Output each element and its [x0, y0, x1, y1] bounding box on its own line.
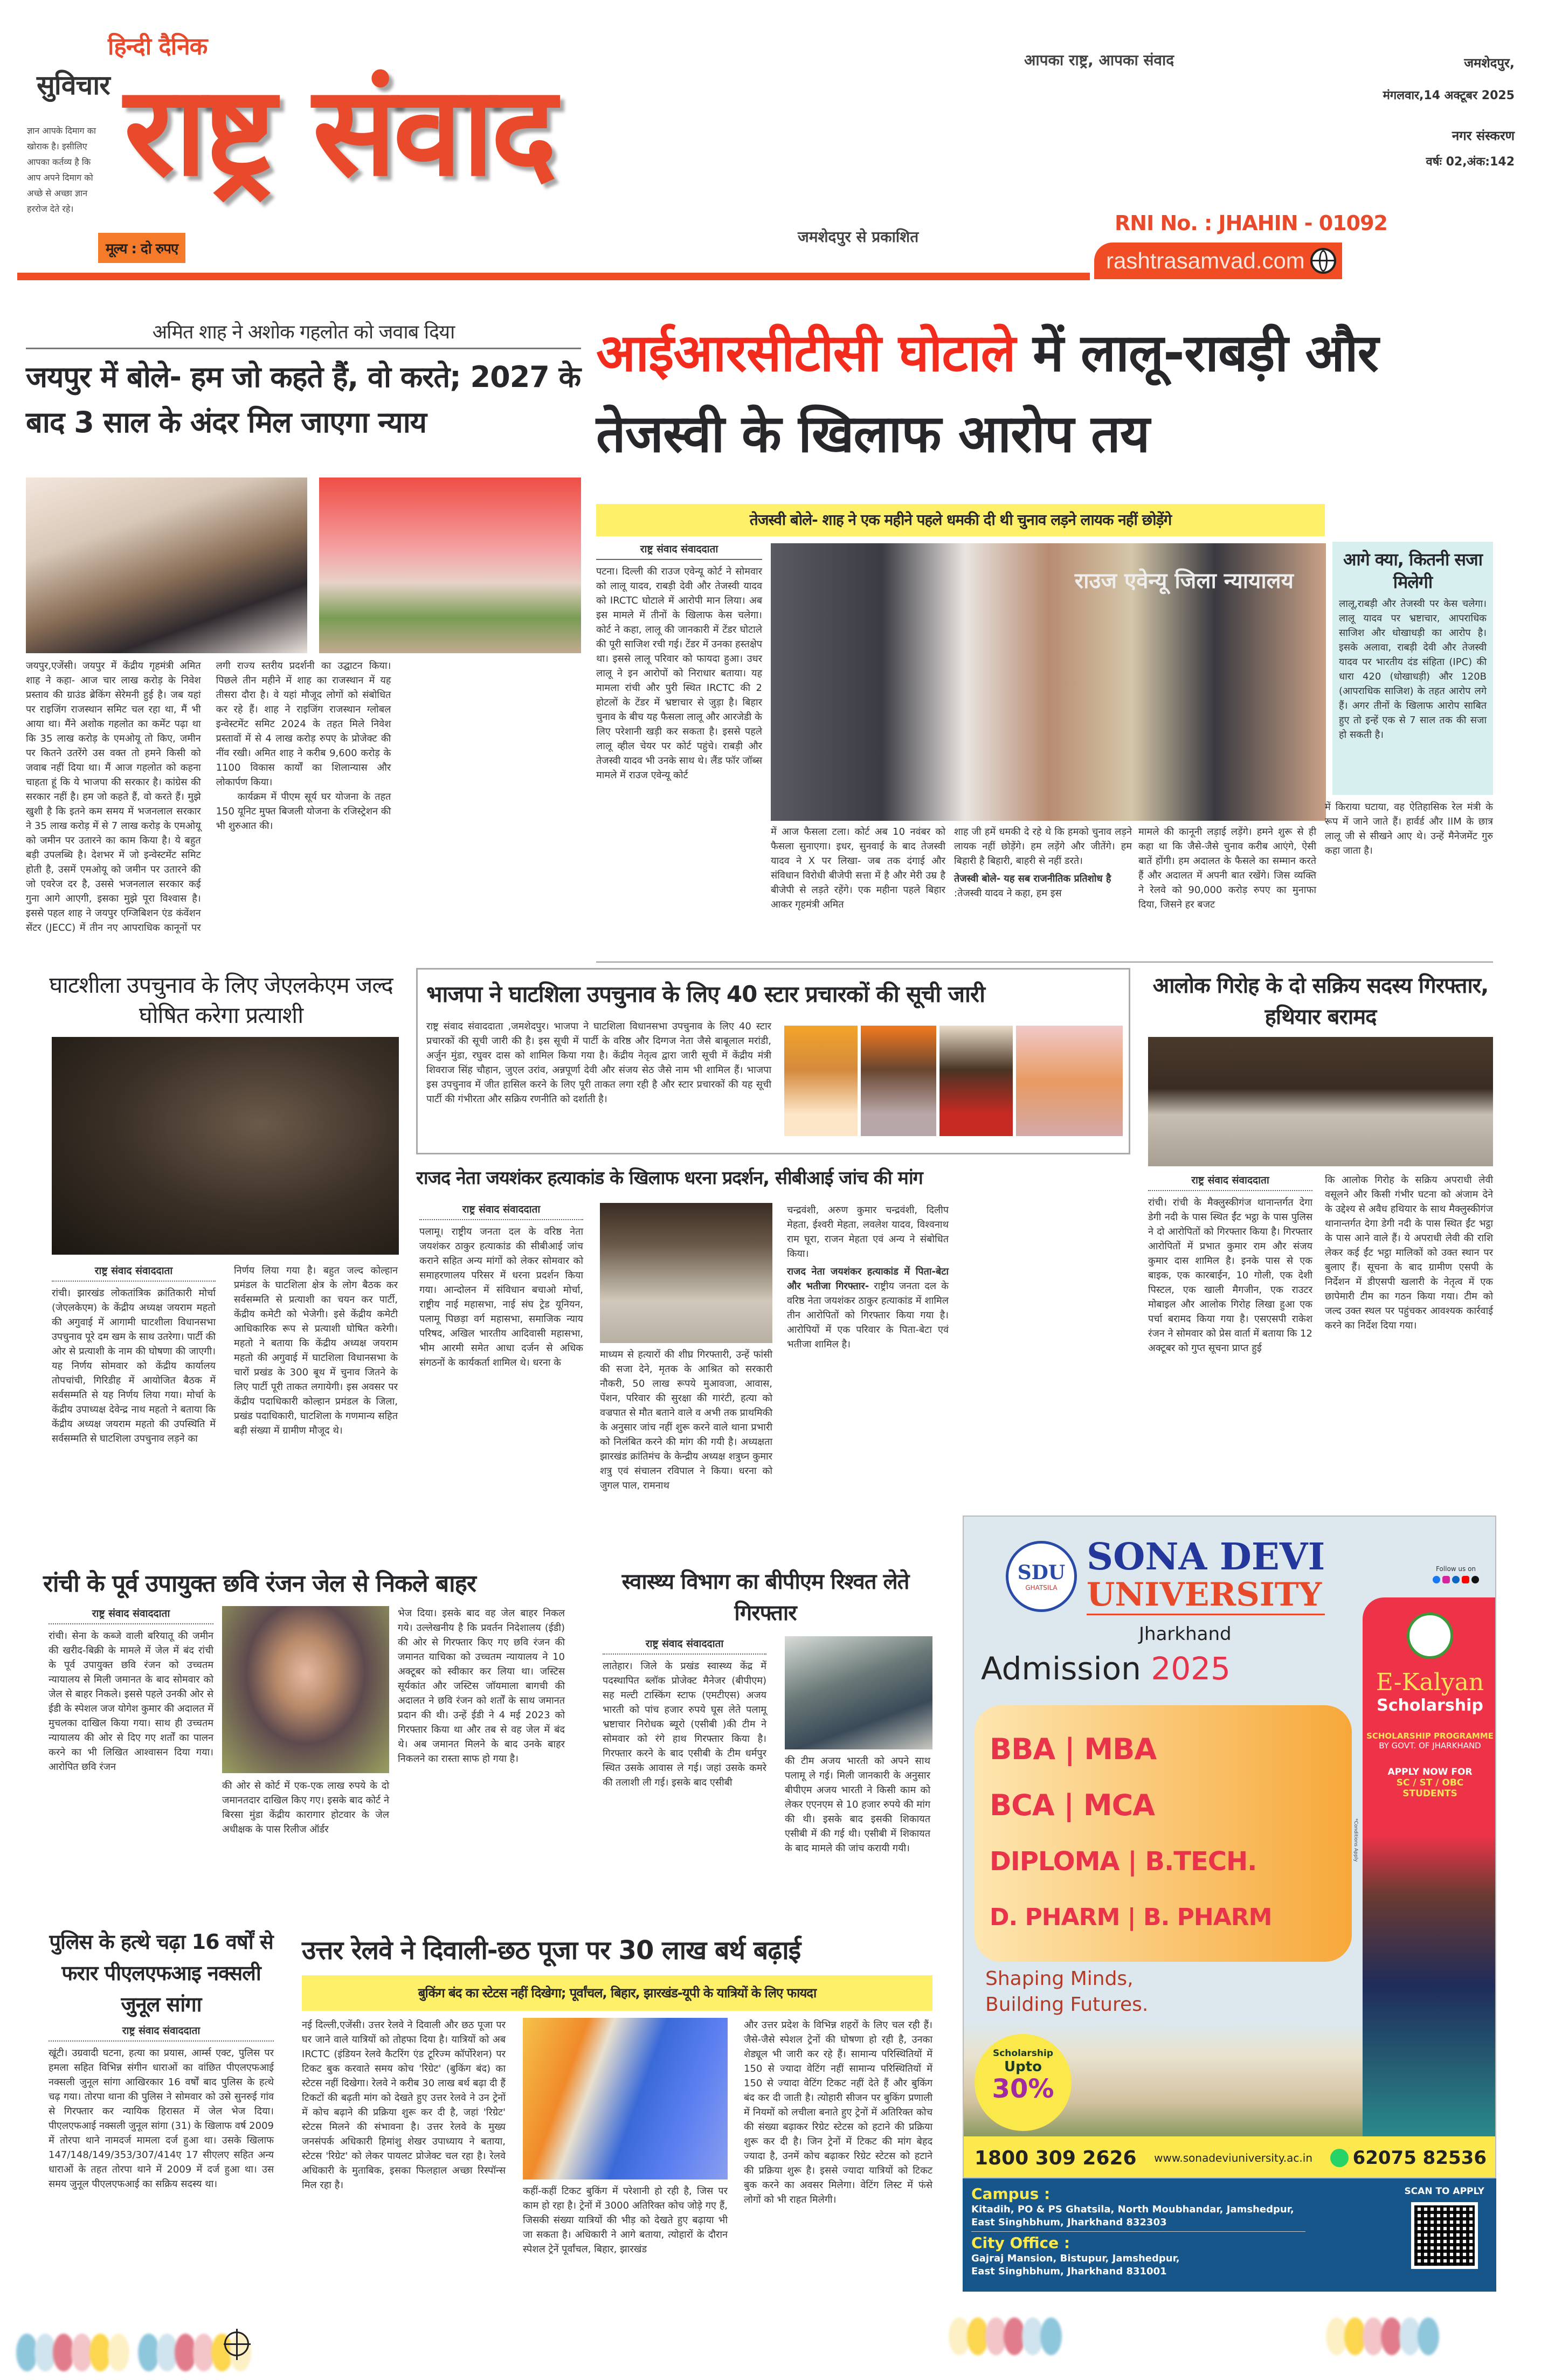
irctc-headline [596, 313, 1493, 474]
course-item: DIPLOMA | B.TECH. [990, 1846, 1257, 1877]
sanga-headline: पुलिस के हत्थे चढ़ा 16 वर्षों से फरार पीएलएफआइ नक्सली जुनूल सांगा [49, 1930, 273, 2016]
dateline [1337, 54, 1515, 169]
headline-red: आईआरसीटीसी घोटाले [596, 323, 1015, 383]
rjd-press-photo [600, 1203, 772, 1343]
story-shah [26, 318, 581, 445]
rail-col2: कहीं-कहीं टिकट बुकिंग में परेशानी हो रही है, जिस पर काम हो रहा है। ट्रेनों में 3000 अतिरिक्त कोच जोड़े गए हैं, जिसकी संख्या यात्रियों की भीड़ को देखते हुए बढ़ाया भी जा सकता है। अधिकारी ने आगे बताया, त्योहारों के दौरान स्पेशल ट्रेनें पूर्वांचल, बिहार, झारखंड [523, 2185, 728, 2255]
alok-col1: राष्ट्र संवाद संवाददाता रांची। रांची के मैक्लुस्कीगंज थानान्तर्गत देगा डेगी नदी के पास स्थित ईंट भट्ठा के पास पुलिस ने दो आरोपितों को गिरफ्तार किया है। गिरफ्तार आरोपितों में प्रभात कुमार राम और संजय कुमार दास शामिल है। इनके पास से एक बाइक, एक कारबाईन, 10 गोली, एक देशी पिस्टल, एक खाली मैगजीन, एक राउटर मोबाइल और आलोक गिरोह लिखा हुआ एक पर्चा बरामद किया गया है। एसएसपी राकेश रंजन ने सोमवार को प्रेस वार्ता में बताया कि 12 अक्टूबर को गुप्त सूचना प्राप्त हुई [1148, 1173, 1312, 1355]
sidebar-box [1332, 542, 1493, 795]
bjp-box [416, 968, 1130, 1154]
irctc-col1 [596, 542, 762, 783]
edition: नगर संस्करण [1452, 128, 1515, 143]
linkedin-icon[interactable] [1452, 1576, 1460, 1583]
state: Jharkhand [1139, 1623, 1232, 1645]
hindi-dainik: हिन्दी दैनिक [108, 33, 208, 60]
shah-photo-2 [319, 478, 581, 653]
newspaper-logo: राष्ट्र संवाद [124, 60, 554, 204]
irctc-col4: मामले की कानूनी लड़ाई लड़ेंगे। हमने शुरू से ही कहा था कि जैसे-जैसे चुनाव करीब आएंगे, ऐसी बातें होंगी। हम अदालत के फैसले का सम्मान करते हैं और अदालत में अपनी बात रखेंगे। जिस व्यक्ति ने रेलवे को 90,000 करोड़ रुपए का मुनाफा दिया, जिसने हर बजट [1138, 826, 1316, 910]
city-label: City Office : [971, 2234, 1070, 2252]
alok-headline: आलोक गिरोह के दो सक्रिय सदस्य गिरफ्तार, हथियार बरामद [1152, 973, 1489, 1029]
subhead-inline: तेजस्वी बोले- यह सब राजनीतिक प्रतिशोध है [954, 873, 1111, 884]
bpm-col1: राष्ट्र संवाद संवाददाता लातेहार। जिले के प्रखंड स्वास्थ्य केंद्र में पदस्थापित ब्लॉक प्रोजेक्ट मैनेजर (बीपीएम) सह मल्टी टास्किंग स्टाफ (एमटीएस) अजय भारती को पांच हजार रुपये घूस लेते पलामू भ्रष्टाचार निरोधक ब्यूरो (एसीबी )की टीम ने सोमवार को रंगे हाथ गिरफ्तार किया है। गिरफ्तार करने के बाद एसीबी के टीम धर्मपुर स्थित उसके आवास ले गई। जहां उसके कमरे की तलाशी ली गई। इसके बाद एसीबी [603, 1636, 766, 1790]
rjd-headline: राजद नेता जयशंकर हत्याकांड के खिलाफ धरना प्रदर्शन, सीबीआई जांच की मांग [416, 1167, 923, 1189]
ekalyan-panel: E-Kalyan Scholarship SCHOLARSHIP PROGRAMME BY GOVT. OF JHARKHAND APPLY NOW FOR SC / ST / OBC STUDENTS [1363, 1597, 1496, 2136]
whatsapp-icon [1330, 2149, 1349, 2167]
suvichar-title: सुविचार [37, 70, 110, 101]
court-sign: राउज एवेन्यू जिला न्यायालय [1074, 569, 1294, 593]
crosshair-registration-icon [224, 2331, 249, 2356]
rail-col3: और उत्तर प्रदेश के विभिन्न शहरों के लिए चल रही हैं। जैसे-जैसे स्पेशल ट्रेनों की घोषणा हो रही है, उनका शेड्यूल भी जारी कर रहे हैं। सामान्य परिस्थितियों में 150 से ज्यादा वेटिंग नहीं सामान्य परिस्थितियों में 150 से ज्यादा वेटिंग टिकट नहीं देते हैं और बुकिंग बंद कर दी जाती है। त्योहारी सीजन पर बुकिंग प्रणाली में नियमों को लचीला बनाते हुए ट्रेनों में अतिरिक्त कोच की संख्या बढ़ाकर रिग्रेट स्टेटस को हटाने की प्रक्रिया शुरू कर दी है। जिन ट्रेनों में टिकट की मांग बेहद ज्यादा है, उनमें कोच बढ़ाकर रिग्रेट स्टेटस को हटाने की प्रक्रिया शुरू है। इससे ज्यादा यात्रियों को टिकट बुक करने का अवसर मिलेगा। वेटिंग लिस्ट में फंसे लोगों को भी राहत मिलेगी। [744, 2019, 932, 2205]
kicker: अमित शाह ने अशोक गहलोत को जवाब दिया [26, 318, 581, 349]
headline-black: में लालू-राबड़ी और तेजस्वी के खिलाफ आरोप तय [596, 323, 1378, 464]
facebook-icon[interactable] [1433, 1576, 1440, 1583]
city: जमशेदपुर, [1464, 56, 1515, 71]
alok-col2: कि आलोक गिरोह के सक्रिय अपराधी लेवी वसूलने और किसी गंभीर घटना को अंजाम देने के उद्देश्य से अवैध हथियार के साथ मैक्लुस्कीगंज थानान्तर्गत देगा डेगी नदी के पास स्थित ईंट भट्ठा के पास आने वाले हैं। ये अपराधी लेवी की राशि लेकर कई ईंट भट्ठा मालिकों को उक्त स्थान पर बुलाए हैं। सूचना के बाद ग्रामीण एसपी के निर्देशन में डीएसपी खलारी के नेतृत्व में एक छापेमारी टीम का गठन किया गया। टीम को जल्द उक्त स्थल पर पहुंचकर आवश्यक कार्रवाई करने का निर्देश दिया गया। [1325, 1174, 1493, 1331]
headline: जयपुर में बोले- हम जो कहते हैं, वो करते; 2027 के बाद 3 साल के अंदर मिल जाएगा न्याय [26, 360, 581, 439]
irctc-body: पटना। दिल्ली की राउज एवेन्यू कोर्ट ने सोमवार को लालू यादव, राबड़ी देवी और तेजस्वी यादव को IRCTC घोटाले में आरोपी मान लिया। अब इस मामले में तीनों के खिलाफ केस चलेगा। कोर्ट ने कहा, लालू की जानकारी में टेंडर घोटाले की पूरी साजिश रची गई। टेंडर में उनका हस्तक्षेप था। इससे लालू परिवार को फायदा हुआ। उधर लालू ने इन आरोपों को निराधार बताया। यह मामला रांची और पुरी स्थित IRCTC की 2 होटलों के टेंडर में भ्रष्टाचार से जुड़ा है। बिहार चुनाव के बीच यह फैसला लालू और आरजेडी के लिए परेशानी खड़ी कर सकता है। इससे पहले लालू व्हील चेयर पर कोर्ट पहुंचे। राबड़ी और तेजस्वी यादव भी उनके साथ थे। लैंड फॉर जॉब्स मामले में राउज एवेन्यू कोर्ट [596, 566, 762, 781]
globe-icon [1310, 248, 1336, 274]
admission-title: Admission 2025 [981, 1650, 1231, 1687]
jlkm-col2: निर्णय लिया गया है। बहुत जल्द कोल्हान प्रमंडल के घाटशिला क्षेत्र के लोग बैठक कर सर्वसम्मति से प्रत्याशी का चयन कर पार्टी, केंद्रीय कमेटी को भेजेगी। इसे केंद्रीय कमेटी आधिकारिक रूप से प्रत्याशी घोषित करेगी। महतो ने बताया कि केंद्रीय अध्यक्ष जयराम महतो की अगुवाई में घाटशिला विधानसभा के चारों प्रखंड के 300 बूथ में चुनाव जितने के लिए पार्टी पूरी ताकत लगायेगी। इस अवसर पर केंद्रीय पदाधिकारी कोल्हान प्रमंडल के जिला, प्रखंड पदाधिकारी, घाटशिला के गणमान्य सहित बड़ी संख्या में ग्रामीण मौजूद थे। [234, 1265, 398, 1436]
scholarship-badge: Scholarship Upto 30% [975, 2034, 1072, 2131]
contact-bar [964, 2136, 1496, 2178]
course-item: D. PHARM | B. PHARM [990, 1904, 1272, 1931]
shah-photo-1 [26, 478, 307, 653]
irctc-col3: शाह जी हमें धमकी दे रहे थे कि हमको चुनाव लड़ने लायक नहीं छोड़ेंगे। हम लड़ेंगे और जीतेंगे। हम बिहारी है बिहारी, बाहरी से नहीं डरते। तेजस्वी बोले- यह सब राजनीतिक प्रतिशोध है :तेजस्वी यादव ने कहा, हम इस [954, 826, 1132, 899]
chhavi-col1: राष्ट्र संवाद संवाददाता रांची। सेना के कब्जे वाली बरियातू की जमीन की खरीद-बिक्री के मामले में जेल में बंद रांची के पूर्व उपायुक्त छवि रंजन को उच्चतम न्यायालय से मिली जमानत के बाद सोमवार को जेल से बाहर निकले। इससे पहले उनकी ओर से ईडी के स्पेशल जज योगेश कुमार की अदालत में मुचलका दाखिल किया गया। साथ ही उच्चतम न्यायालय की ओर से दिए गए शर्तों का पालन करने का भी लिखित आश्वासन दिया गया। आरोपित छवि रंजन [49, 1606, 213, 1774]
masthead-rule [17, 273, 1090, 280]
instagram-icon[interactable] [1442, 1576, 1450, 1583]
course-item: BBA | MBA [990, 1732, 1157, 1766]
website-banner[interactable] [1094, 243, 1342, 279]
section-rule [596, 961, 1493, 963]
x-icon[interactable] [1471, 1576, 1479, 1583]
youtube-icon[interactable] [1462, 1576, 1469, 1583]
rail-col1: नई दिल्ली,एजेंसी। उत्तर रेलवे ने दिवाली और छठ पूजा पर घर जाने वाले यात्रियों को तोहफा दिया है। यात्रियों को अब IRCTC (इंडियन रेलवे कैटरिंग एंड टूरिज्म कॉर्पोरेशन) पर टिकट बुक करवाते समय कोच 'रिग्रेट' (बुकिंग बंद) का स्टेटस नहीं दिखेगा। रेलवे ने करीब 30 लाख बर्थ बढ़ा दी हैं टिकटों की बढ़ती मांग को देखते हुए उत्तर रेलवे ने उन ट्रेनों में कोच बढ़ाने की प्रक्रिया शुरू कर दी है, जहां 'रिग्रेट' स्टेटस मिलने की संभावना है। उत्तर रेलवे के मुख्य जनसंपर्क अधिकारी हिमांशु शेखर उपाध्याय ने बताया, स्टेटस 'रिग्रेट' को लेकर पायलट प्रोजेक्ट चल रहा है। रेलवे अधिकारी के मुताबिक, इसका फिलहाल अच्छा रिस्पॉन्स मिल रहा है। [302, 2019, 506, 2191]
rjd-col3: चन्द्रवंशी, अरुण कुमार चन्द्रवंशी, दिलीप मेहता, ईश्वरी मेहता, लवलेश यादव, विश्वनाथ राम घूरा, राजन मेहता एवं अन्य ने संबोधित किया। राजद नेता जयशंकर हत्याकांड में पिता-बेटा और भतीजा गिरफ्तार- राष्ट्रीय जनता दल के वरिष्ठ नेता जयशंकर ठाकुर हत्याकांड में शामिल तीन आरोपितों को गिरफ्तार किया गया है। आरोपियों में एक परिवार के पिता-बेटा एवं भतीजा शामिल है। [787, 1205, 949, 1350]
city-address-2: East Singhbhum, Jharkhand 831001 [971, 2266, 1167, 2277]
rjd-col1: राष्ट्र संवाद संवाददाता पलामू। राष्ट्रीय जनता दल के वरिष्ठ नेता जयशंकर ठाकुर हत्याकांड की सीबीआई जांच कराने सहित अन्य मांगों को लेकर सोमवार को समाहरणालय परिसर में धरना प्रदर्शन किया गया। आन्दोलन में संविधान बचाओ मोर्चा, राष्ट्रीय नाई महासभा, नाई संघ ट्रेड यूनियन, पलामू पिछड़ा वर्ग महासभा, समाजिक न्याय परिषद, अखिल भारतीय आदिवासी महासभा, भीम आरमी समेत आधा दर्जन से अधिक संगठनों के कार्यकर्ता शामिल थे। धरना के [419, 1202, 583, 1370]
sidebar-body: लालू,राबड़ी और तेजस्वी पर केस चलेगा। लालू यादव पर भ्रष्टाचार, आपराधिक साजिश और धोखाधड़ी का आरोप है। इसके अलावा, राबड़ी देवी और तेजस्वी यादव पर भारतीय दंड संहिता (IPC) की धारा 420 (धोखाधड़ी) और 120B (आपराधिक साजिश) के तहत आरोप लगे हैं। अगर तीनों के खिलाफ आरोप साबित हुए तो इन्हें एक से 7 साल तक की सजा हो सकती है। [1339, 598, 1487, 741]
price-badge: मूल्य : दो रुपए [98, 233, 185, 263]
jlkm-meeting-photo [52, 1037, 399, 1255]
jlkm-col1: राष्ट्र संवाद संवाददाता रांची। झारखंड लोकतांत्रिक क्रांतिकारी मोर्चा (जेएलकेएम) के केंद्रीय अध्यक्ष जयराम महतो की अगुवाई में आगामी घाटशीला विधानसभा उपचुनाव पूरे दम खम के साथ उतरेगा। पार्टी की ओर से प्रत्याशी के नाम की घोषणा की जाएगी। यह निर्णय सोमवार को केंद्रीय कार्यालय तोपचांची, गिरिडीह में आयोजित बैठक में सर्वसम्मति से यह निर्णय लिया गया। मोर्चा के केंद्रीय उपाध्यक्ष देवेन्द्र नाथ महतो ने बताया कि केंद्रीय अध्यक्ष जयराम महतो की उपस्थिति में सर्वसम्मति से घाटशिला उपचुनाव लड़ने का [52, 1263, 216, 1446]
suvichar-text: ज्ञान आपके दिमाग का खोराक है। इसीलिए आपका कर्तव्य है कि आप अपने दिमाग को अच्छे से अच्छा ज्ञान हररोज देते रहे। [27, 126, 96, 214]
students-photo [1363, 1835, 1496, 2136]
rni-number: RNI No. : JHAHIN - 01092 [1115, 211, 1387, 235]
irctc-subhead: तेजस्वी बोले- शाह ने एक महीने पहले धमकी दी थी चुनाव लड़ने लायक नहीं छोड़ेंगे [596, 504, 1325, 536]
sona-devi-ad[interactable] [963, 1516, 1496, 2178]
follow-us: Follow us on [1433, 1565, 1479, 1583]
byline: राष्ट्र संवाद संवाददाता [596, 542, 762, 560]
color-registration-marks [949, 2317, 1059, 2355]
conditions-apply: *Conditions Apply [1353, 1818, 1358, 1862]
bpm-headline: स्वास्थ्य विभाग का बीपीएम रिश्वत लेते गिरफ्तार [621, 1569, 909, 1625]
irctc-col5: में किराया घटाया, वह ऐतिहासिक रेल मंत्री के रूप में जाने जाते हैं। हार्वर्ड और IIM के छात्र लालू जी से सीखने आए थे। उन्हें मैनेजमेंट गुरु कहा जाता है। [1325, 801, 1493, 856]
ad-address [963, 2178, 1496, 2292]
leader-photo-4 [1016, 1026, 1123, 1136]
police-press-photo [1148, 1037, 1493, 1166]
qr-code[interactable] [1411, 2202, 1478, 2269]
sdu-seal: SDU GHATSILA [1006, 1541, 1077, 1612]
rail-headline: उत्तर रेलवे ने दिवाली-छठ पूजा पर 30 लाख बर्थ बढ़ाई [302, 1935, 801, 1966]
campus-address-2: East Singhbhum, Jharkhand 832303 [971, 2216, 1305, 2232]
jharkhand-emblem [1407, 1613, 1453, 1659]
city-address-1: Gajraj Mansion, Bistupur, Jamshedpur, [971, 2253, 1180, 2264]
chhavi-headline: रांची के पूर्व उपायुक्त छवि रंजन जेल से निकले बाहर [43, 1570, 476, 1597]
bjp-headline: भाजपा ने घाटशिला उपचुनाव के लिए 40 स्टार प्रचारकों की सूची जारी [426, 981, 985, 1007]
irctc-col2: में आज फैसला टला। कोर्ट अब 10 नवंबर को फैसला सुनाएगा। इधर, सुनवाई के बाद तेजस्वी यादव ने X पर लिखा- जब तक दंगाई और संविधान विरोधी बीजेपी सत्ता में है और मेरी उम्र है बीजेपी से लड़ते रहेंगे। एक महीना पहले बिहार आकर गृहमंत्री अमित [771, 826, 945, 910]
tagline: आपका राष्ट्र, आपका संवाद [1024, 51, 1174, 69]
courses-box [975, 1705, 1352, 1962]
leader-photo-3 [939, 1026, 1013, 1136]
leader-photo-1 [784, 1026, 858, 1136]
shah-body: जयपुर,एजेंसी। जयपुर में केंद्रीय गृहमंत्री अमित शाह ने कहा- आज चार लाख करोड़ के निवेश प्रस्ताव की ग्राउंड ब्रेकिंग सेरेमनी हुई है। जब यहां पर राइजिंग राजस्थान समिट चल रहा था, मैं भी आया था। मैंने अशोक गहलोत का कमेंट पढ़ा था कि 35 लाख करोड़ के एमओयू तो किए, जमीन पर कितने उतरेंगे उस वक्त तो हमने किसी को जवाब नहीं दिया था। मैं आज गहलोत को कहना चाहता हूं कि ये भाजपा की सरकार है। कांग्रेस की सरकार नहीं है। हम जो कहते हैं, वो करते हैं। मुझे खुशी है कि इतने कम समय में भजनलाल सरकार ने 35 लाख करोड़ में से 7 लाख करोड़ के एमओयू को जमीन पर उतारने का काम किया है। ये बहुत बड़ी उपलब्धि है। देशभर में जो इन्वेस्टमेंट समिट होती है, उसमें एमओयू को जमीन पर उतारने की जो एवरेज दर है, उससे भजनलाल सरकार कई गुना आगे आएगी, इसका मुझे पूरा विश्वास है।इससे पहल शाह ने जयपुर एग्जिबिशन एंड कंवेंशन सेंटर (JECC) में तीन नए आपराधिक कानूनों पर लगी राज्य स्तरीय प्रदर्शनी का उद्घाटन किया। पिछले तीन महीने में शाह का राजस्थान में यह तीसरा दौरा है। वे यहां मौजूद लोगों को संबोधित कर रहे हैं। शाह ने राइजिंग राजस्थान ग्लोबल इन्वेस्टमेंट समिट 2024 के तहत मिले निवेश प्रस्तावों में से 4 लाख करोड़ रुपए के प्रोजेक्ट की नींव रखी। अमित शाह ने करीब 9,600 करोड़ के 1100 विकास कार्यों का शिलान्यास और लोकार्पण किया। कार्यक्रम में पीएम सूर्य घर योजना के तहत 150 यूनिट मुफ्त बिजली योजना के रजिस्ट्रेशन की भी शुरुआत की। [26, 660, 391, 933]
bpm-arrest-photo [785, 1636, 932, 1749]
chhavi-ranjan-photo [222, 1606, 389, 1773]
chhavi-col3: भेज दिया। इसके बाद वह जेल बाहर निकल गये। उल्लेखनीय है कि प्रवर्तन निदेशालय (ईडी) की ओर से गिरफ्तार किए गए छवि रंजन की जमानत याचिका को उच्चतम न्यायालय ने 10 अक्टूबर को स्वीकार कर लिया था। जस्टिस सूर्यकांत और जस्टिस जॉयमाला बागची की अदालत ने छवि रंजन को शर्तों के साथ जमानत प्रदान की थी। उन्हें ईडी ने 4 मई 2023 को गिरफ्तार किया था और तब से वह जेल में बंद थे। अब जमानत मिलने के बाद उनके बाहर निकलने का रास्ता साफ हो गया है। [398, 1608, 565, 1765]
rjd-col2: माध्यम से हत्यारों की शीघ्र गिरफ्तारी, उन्हें फांसी की सजा देने, मृतक के आश्रित को सरकारी नौकरी, 50 लाख रूपये मुआवजा, आवास, पेंशन, परिवार की सुरक्षा की गारंटी, हत्या को वज्रपात से मौत बताने वाले व अभी तक प्राथमिकी के अनुसार जांच नहीं शुरू करने वाले थाना प्रभारी को निलंबित करने की मांग की गयी है। अध्यक्षता झारखंड क्रांतिमंच के केन्द्रीय अध्यक्ष शत्रुघ्न कुमार शत्रु एवं संचालन रविपाल ने किया। धरना को जुगल पाल, रामनाथ [600, 1349, 772, 1491]
bjp-body: राष्ट्र संवाद संवाददाता ,जमशेदपुर। भाजपा ने घाटशिला विधानसभा उपचुनाव के लिए 40 स्टार प्रचारकों की सूची जारी की है। इस सूची में पार्टी के वरिष्ठ और दिग्गज नेता जैसे बाबूलाल मरांडी, अर्जुन मुंडा, रघुवर दास को शामिल किया गया है। केंद्रीय नेतृत्व द्वारा जारी सूची में केंद्रीय मंत्री शिवराज सिंह चौहान, जुएल उरांव, अन्नपूर्णा देवी और संजय सेठ जैसे नाम भी शामिल हैं। भाजपा इस उपचुनाव में जीत हासिल करने के लिए पूरी ताकत लगा रही है और स्टार प्रचारकों की यह सूची पार्टी की गंभीरता और सक्रिय रणनीति को दर्शाती है। [426, 1021, 771, 1105]
masthead [0, 0, 1541, 302]
volume: वर्षः 02,अंक:142 [1426, 155, 1515, 169]
rjd-subhead: राजद नेता जयशंकर हत्याकांड में पिता-बेटा और भतीजा गिरफ्तार- [787, 1266, 949, 1292]
whatsapp-number[interactable]: 62075 82536 [1352, 2147, 1487, 2169]
phone-number[interactable]: 1800 309 2626 [975, 2147, 1137, 2169]
website-link[interactable]: rashtrasamvad.com [1106, 248, 1305, 273]
rail-subhead: बुकिंग बंद का स्टेटस नहीं दिखेगा; पूर्वांचल, बिहार, झारखंड-यूपी के यात्रियों के लिए फायदा [302, 1975, 932, 2011]
chhavi-col2: की ओर से कोर्ट में एक-एक लाख रुपये के दो जमानतदार दाखिल किए गए। इसके बाद कोर्ट ने बिरसा मुंडा केंद्रीय कारागार होटवार के जेल अधीक्षक के पास रिलीज ऑर्डर [222, 1780, 389, 1835]
jlkm-headline: घाटशीला उपचुनाव के लिए जेएलकेएम जल्द घोषित करेगा प्रत्याशी [49, 972, 393, 1028]
campus-address-1: Kitadih, PO & PS Ghatsila, North Moubhandar, Jamshedpur, [971, 2204, 1294, 2215]
date: मंगलवार,14 अक्टूबर 2025 [1383, 89, 1515, 102]
campus-label: Campus : [971, 2185, 1051, 2203]
color-registration-marks [16, 2334, 126, 2371]
color-registration-marks [1326, 2317, 1436, 2355]
sidebar-title: आगे क्या, कितनी सजा मिलेगी [1343, 549, 1483, 592]
leader-photo-2 [861, 1026, 936, 1136]
slogan: Shaping Minds, Building Futures. [985, 1968, 1149, 2016]
scan-to-apply: SCAN TO APPLY [1404, 2186, 1484, 2197]
train-photo [523, 2018, 728, 2180]
bpm-col2: की टीम अजय भारती को अपने साथ पलामू ले गई। मिली जानकारी के अनुसार बीपीएम अजय भारती ने किसी काम को लेकर एएनएम से 10 हजार रुपये की मांग की थी। इसके बाद इसकी शिकायत एसीबी में की गई थी। एसीबी में शिकायत के बाद मामले की जांच करायी गयी। [785, 1755, 930, 1854]
university-url[interactable]: www.sonadeviuniversity.ac.in [1154, 2151, 1313, 2164]
lalu-rabri-tejashwi-photo [771, 543, 1326, 821]
published-from: जमशेदपुर से प्रकाशित [798, 228, 919, 246]
course-item: BCA | MCA [990, 1788, 1155, 1822]
sanga-story: पुलिस के हत्थे चढ़ा 16 वर्षों से फरार पीएलएफआइ नक्सली जुनूल सांगा राष्ट्र संवाद संवाददाता खूंटी। उग्रवादी घटना, हत्या का प्रयास, आर्म्स एक्ट, पुलिस पर हमला सहित विभिन्न संगीन धाराओं का वांछित पीएलएफआई नक्सली जुनूल सांगा आखिरकार 16 वर्षों बाद पुलिस के हत्थे चढ़ गया। तोरपा थाना की पुलिस ने सोमवार को उसे सुनरुई गांव से गिरफ्तार कर न्यायिक हिरासत में जेल भेज दिया। पीएलएफआई नक्सली जुनूल सांगा (31) के खिलाफ वर्ष 2009 में तोरपा थाने नामदर्ज मामला दर्ज हुआ था। उसके खिलाफ 147/148/149/353/307/414ए 17 सीएलए सहित अन्य धाराओं के तहत तोरपा थाने में 2009 में दर्ज हुआ था। उस समय जुनूल पीएलएफआई का सक्रिय सदस्य था। [49, 1926, 274, 2191]
university-name: SONA DEVI UNIVERSITY [1087, 1538, 1325, 1615]
